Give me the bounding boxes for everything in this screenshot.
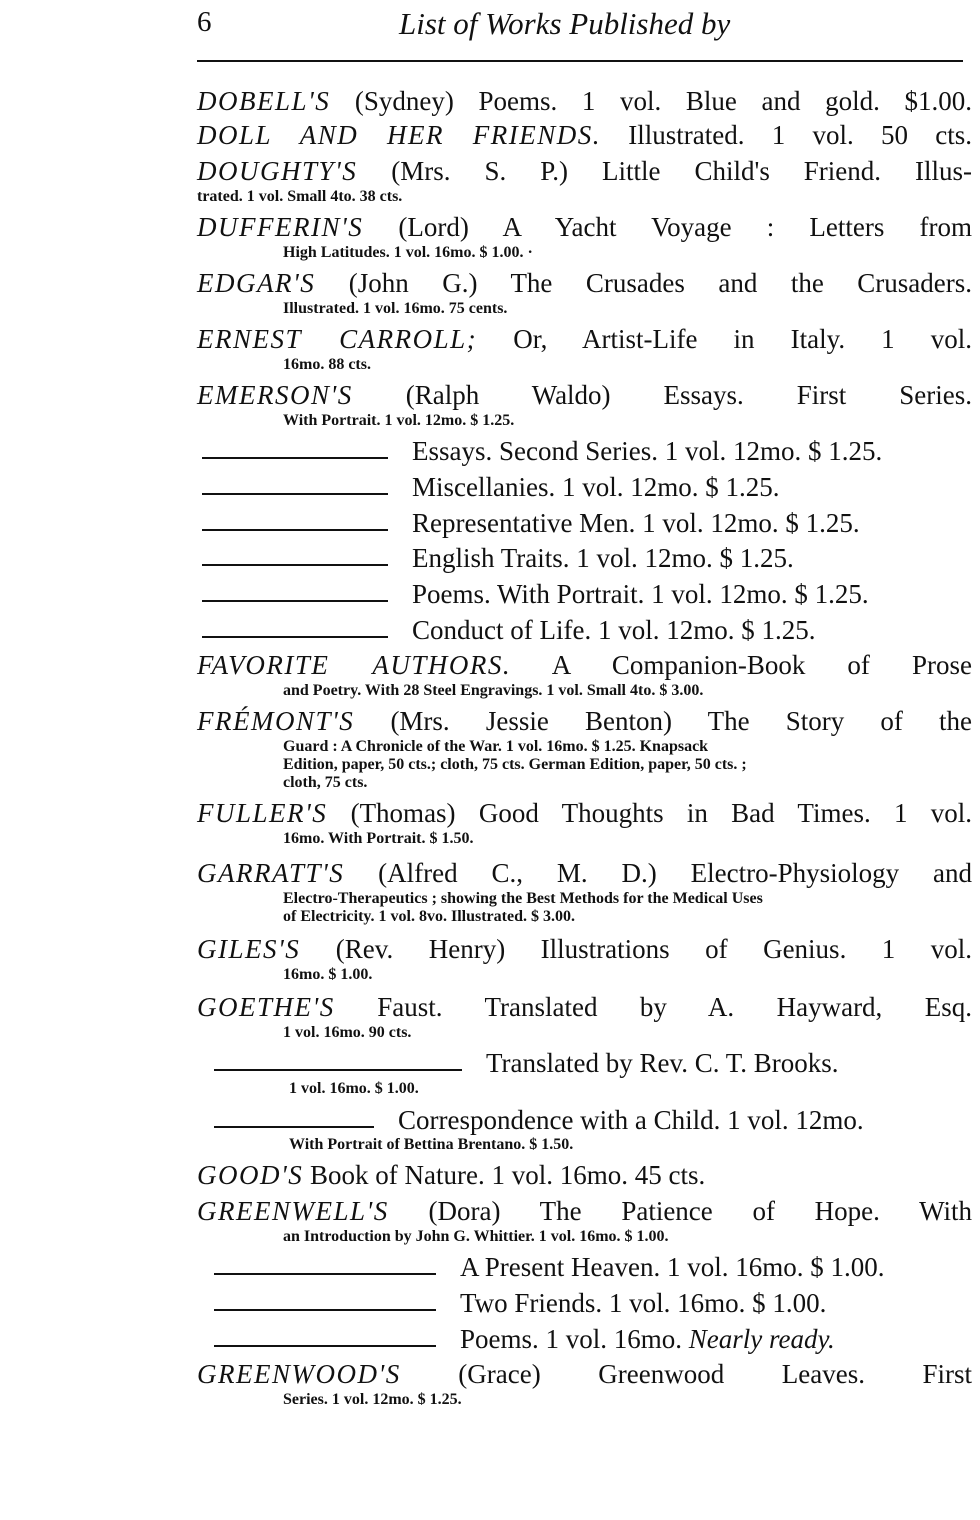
continuation-row	[202, 577, 869, 611]
entry-ernest-carroll	[197, 322, 972, 374]
entry-giles	[197, 932, 972, 984]
entry-detail: and Poetry. With 28 Steel Engravings. 1 vol. Small 4to. $ 3.00.	[283, 682, 704, 699]
entry-detail: cloth, 75 cts.	[283, 774, 368, 791]
entry-text: Illustrated. 1 vol. 50 cts.	[628, 120, 973, 150]
ditto-rule	[202, 457, 388, 459]
entry-text: (Alfred C., M. D.) Electro-Physiology and	[378, 858, 973, 888]
entry-text: (Ralph Waldo) Essays. First Series.	[405, 380, 973, 410]
entry-doughty	[197, 154, 972, 206]
entry-emerson	[197, 378, 972, 430]
continuation-text: English Traits. 1 vol. 12mo. $ 1.25.	[412, 543, 794, 573]
ditto-rule	[202, 493, 388, 495]
continuation-text: Miscellanies. 1 vol. 12mo. $ 1.25.	[412, 472, 780, 502]
entry-text: (Sydney) Poems. 1 vol. Blue and gold. $1.00.	[354, 86, 972, 116]
continuation-row	[214, 1322, 835, 1356]
continuation-note: Nearly ready.	[688, 1324, 835, 1354]
continuation-row	[202, 541, 794, 575]
entry-text: Or, Artist-Life in Italy. 1 vol.	[513, 324, 973, 354]
continuation-text: Correspondence with a Child. 1 vol. 12mo.	[398, 1105, 864, 1135]
entry-dufferin	[197, 210, 972, 262]
entry-detail: an Introduction by John G. Whittier. 1 vol. 16mo. $ 1.00.	[283, 1228, 669, 1245]
entry-text: (Mrs. S. P.) Little Child's Friend. Illus-	[391, 156, 973, 186]
continuation-text: Poems. 1 vol. 16mo.	[460, 1324, 683, 1354]
entry-detail: Illustrated. 1 vol. 16mo. 75 cents.	[283, 300, 508, 317]
continuation-row	[202, 470, 779, 504]
entry-text: Book of Nature. 1 vol. 16mo. 45 cts.	[310, 1160, 706, 1190]
entry-name: GARRATT'S	[197, 858, 345, 888]
entry-text: (John G.) The Crusades and the Crusaders.	[348, 268, 973, 298]
entry-greenwell	[197, 1194, 972, 1246]
continuation-detail: With Portrait of Bettina Brentano. $ 1.50.	[289, 1136, 574, 1153]
entry-detail: of Electricity. 1 vol. 8vo. Illustrated. $ 3.00.	[283, 908, 575, 925]
entry-garratt	[197, 856, 972, 926]
ditto-rule	[214, 1345, 436, 1347]
continuation-text: Two Friends. 1 vol. 16mo. $ 1.00.	[460, 1288, 827, 1318]
continuation-text: A Present Heaven. 1 vol. 16mo. $ 1.00.	[460, 1252, 885, 1282]
continuation-row	[202, 506, 860, 540]
entry-goethe	[197, 990, 972, 1042]
header-rule	[197, 60, 963, 62]
entry-text: (Lord) A Yacht Voyage : Letters from	[398, 212, 972, 242]
entry-edgar	[197, 266, 972, 318]
entry-name: GREENWELL'S	[197, 1196, 389, 1226]
entry-detail: With Portrait. 1 vol. 12mo. $ 1.25.	[283, 412, 515, 429]
entry-detail: 1 vol. 16mo. 90 cts.	[283, 1024, 412, 1041]
entry-dobell	[197, 84, 972, 118]
continuation-detail: 1 vol. 16mo. $ 1.00.	[289, 1080, 419, 1097]
entry-text: (Dora) The Patience of Hope. With	[428, 1196, 973, 1226]
entry-text: (Mrs. Jessie Benton) The Story of the	[390, 706, 973, 736]
page-number: 6	[197, 6, 212, 38]
entry-name: GREENWOOD'S	[197, 1359, 401, 1389]
ditto-rule	[202, 564, 388, 566]
entry-name: DOBELL'S	[197, 86, 331, 116]
entry-detail: Series. 1 vol. 12mo. $ 1.25.	[283, 1391, 462, 1408]
entry-name: FULLER'S	[197, 798, 328, 828]
entry-name: DOLL AND HER FRIENDS.	[197, 120, 602, 150]
entry-detail: 16mo. With Portrait. $ 1.50.	[283, 830, 474, 847]
entry-name: ERNEST CARROLL;	[197, 324, 478, 354]
entry-name: GOETHE'S	[197, 992, 335, 1022]
ditto-rule	[202, 529, 388, 531]
continuation-text: Essays. Second Series. 1 vol. 12mo. $ 1.25.	[412, 436, 883, 466]
entry-text: (Rev. Henry) Illustrations of Genius. 1 vol.	[335, 934, 973, 964]
entry-name: GILES'S	[197, 934, 301, 964]
continuation-row	[202, 434, 882, 468]
entry-name: EDGAR'S	[197, 268, 316, 298]
entry-detail: 16mo. $ 1.00.	[283, 966, 373, 983]
ditto-rule	[214, 1126, 374, 1128]
ditto-rule	[202, 600, 388, 602]
entry-fremont	[197, 704, 972, 792]
continuation-row	[214, 1046, 839, 1080]
continuation-row	[202, 613, 815, 647]
entry-name: EMERSON'S	[197, 380, 353, 410]
entry-text: Faust. Translated by A. Hayward, Esq.	[377, 992, 973, 1022]
entry-greenwood	[197, 1357, 972, 1409]
entry-detail: Electro-Therapeutics ; showing the Best Methods for the Medical Uses	[283, 890, 763, 907]
entry-name: FRÉMONT'S	[197, 706, 355, 736]
entry-detail: Edition, paper, 50 cts.; cloth, 75 cts. German Edition, paper, 50 cts. ;	[283, 756, 747, 773]
entry-favorite-authors	[197, 648, 972, 700]
entry-fuller	[197, 796, 972, 848]
entry-detail: Guard : A Chronicle of the War. 1 vol. 16mo. $ 1.25. Knapsack	[283, 738, 709, 755]
entry-detail: 16mo. 88 cts.	[283, 356, 371, 373]
running-title: List of Works Published by	[399, 6, 731, 41]
ditto-rule	[214, 1309, 436, 1311]
ditto-rule	[202, 636, 388, 638]
ditto-rule	[214, 1273, 436, 1275]
entry-name: DUFFERIN'S	[197, 212, 364, 242]
entry-good	[197, 1158, 972, 1192]
entry-name: FAVORITE AUTHORS.	[197, 650, 512, 680]
entry-name: GOOD'S	[197, 1160, 304, 1190]
continuation-text: Representative Men. 1 vol. 12mo. $ 1.25.	[412, 508, 860, 538]
entry-doll	[197, 118, 972, 152]
entry-text: A Companion-Book of Prose	[551, 650, 973, 680]
continuation-row	[214, 1103, 864, 1137]
entry-name: DOUGHTY'S	[197, 156, 358, 186]
continuation-text: Conduct of Life. 1 vol. 12mo. $ 1.25.	[412, 615, 816, 645]
entry-detail: High Latitudes. 1 vol. 16mo. $ 1.00. ·	[283, 244, 533, 261]
entry-text: (Grace) Greenwood Leaves. First	[458, 1359, 973, 1389]
entry-text: (Thomas) Good Thoughts in Bad Times. 1 vol.	[350, 798, 973, 828]
continuation-row	[214, 1250, 884, 1284]
ditto-rule	[214, 1069, 462, 1071]
entry-detail: trated. 1 vol. Small 4to. 38 cts.	[197, 188, 403, 205]
continuation-text: Translated by Rev. C. T. Brooks.	[486, 1048, 839, 1078]
continuation-text: Poems. With Portrait. 1 vol. 12mo. $ 1.25.	[412, 579, 869, 609]
continuation-row	[214, 1286, 826, 1320]
